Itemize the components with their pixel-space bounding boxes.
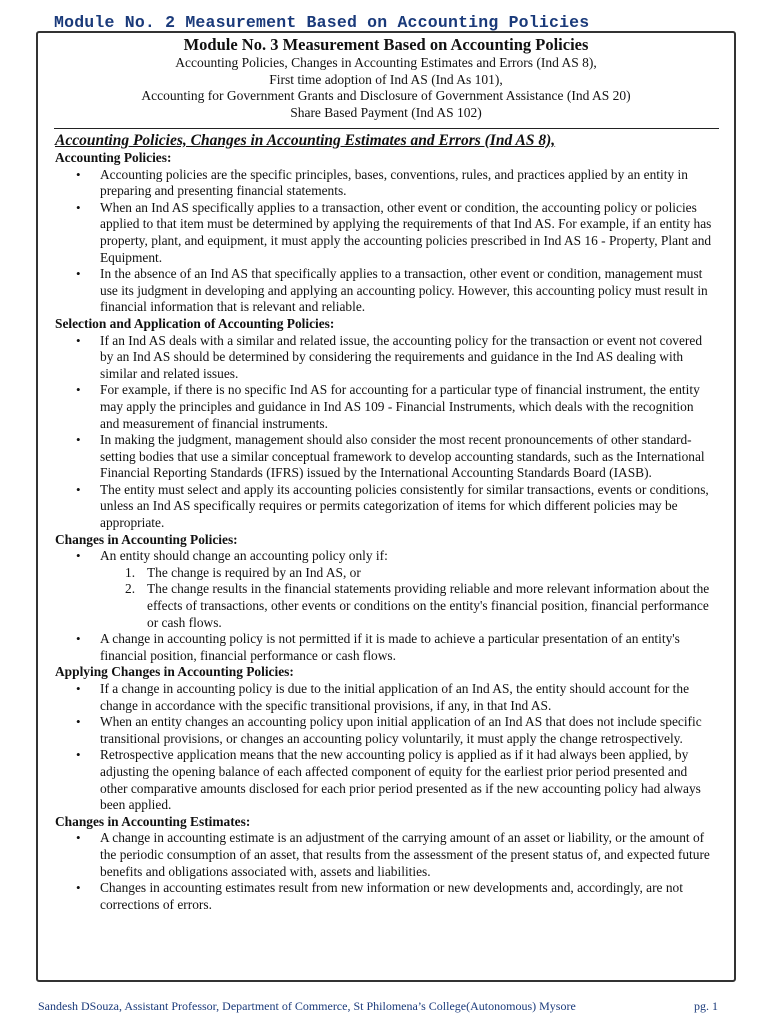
- header-line-ind-as-8: Accounting Policies, Changes in Accounting Estimates and Errors (Ind AS 8),: [175, 55, 597, 70]
- accounting-policies-list: [55, 167, 715, 316]
- estimates-list: [55, 830, 715, 913]
- heading-changes-estimates: Changes in Accounting Estimates:: [55, 813, 251, 829]
- item-number: 2.: [125, 581, 136, 597]
- list-item: • A change in accounting policy is not permitted if it is made to achieve a particular presentation of an entity's financial position, financial performance or cash flows.: [55, 631, 715, 664]
- list-item: [55, 548, 715, 631]
- document-body: [55, 131, 715, 913]
- running-head: Module No. 2 Measurement Based on Accounting Policies: [54, 13, 590, 32]
- list-item: • The entity must select and apply its accounting policies consistently for similar transactions, events or conditions, unless an Ind AS specifically requires or permits categorization of items for which different policies may be appropriate.: [55, 482, 715, 532]
- selection-list: [55, 333, 715, 532]
- module-header: [38, 35, 734, 121]
- numbered-item: [100, 565, 715, 582]
- numbered-item: [100, 581, 715, 631]
- conditions-list: [100, 565, 715, 631]
- list-item: • A change in accounting estimate is an adjustment of the carrying amount of an asset or liability, or the amount of the periodic consumption of an asset, that results from the assessment of the present status of, and expected future benefits and obligations associated with, assets and liabilities.: [55, 830, 715, 880]
- heading-accounting-policies: Accounting Policies:: [55, 150, 172, 165]
- header-line-ind-as-101: First time adoption of Ind AS (Ind As 101),: [269, 71, 503, 87]
- footer-author: Sandesh DSouza, Assistant Professor, Department of Commerce, St Philomena’s College(Autonomous) Mysore: [38, 999, 576, 1013]
- module-title: Module No. 3 Measurement Based on Accounting Policies: [183, 35, 589, 54]
- header-divider: [54, 128, 719, 129]
- heading-selection-application: Selection and Application of Accounting Policies:: [55, 315, 335, 331]
- list-item: • Changes in accounting estimates result from new information or new developments and, accordingly, are not corrections of errors.: [55, 880, 715, 913]
- heading-applying-changes: Applying Changes in Accounting Policies:: [55, 664, 294, 680]
- header-line-ind-as-20: Accounting for Government Grants and Disclosure of Government Assistance (Ind AS 20): [141, 88, 631, 104]
- list-item-text: An entity should change an accounting policy only if:: [100, 548, 388, 564]
- section-title: Accounting Policies, Changes in Accounting Estimates and Errors (Ind AS 8),: [55, 132, 556, 149]
- list-item: • When an entity changes an accounting policy upon initial application of an Ind AS that does not include specific transitional provisions, or changes an accounting policy voluntarily, it must apply the change retrospectively.: [55, 714, 715, 747]
- changes-policies-list: [55, 548, 715, 664]
- list-item: • In the absence of an Ind AS that specifically applies to a transaction, other event or condition, management must use its judgment in developing and applying an accounting policy. However, this accounting policy must result in financial information that is relevant and reliable.: [55, 266, 715, 316]
- list-item: • When an Ind AS specifically applies to a transaction, other event or condition, the accounting policy or policies applied to that item must be determined by applying the requirements of that Ind AS. For example, if an entity has property, plant, and equipment, it must apply the accounting policies prescribed in Ind AS 16 - Property, Plant and Equipment.: [55, 200, 715, 266]
- page-number: pg. 1: [694, 999, 718, 1013]
- list-item: • In making the judgment, management should also consider the most recent pronouncements of other standard-setting bodies that use a similar conceptual framework to develop accounting standards, such as the International Financial Reporting Standards (IFRS) issued by the International Accounting Standards Board (IASB).: [55, 432, 715, 482]
- item-text: The change is required by an Ind AS, or: [147, 564, 361, 580]
- header-line-ind-as-102: Share Based Payment (Ind AS 102): [290, 104, 482, 120]
- list-item: • Retrospective application means that the new accounting policy is applied as if it had always been applied, by adjusting the opening balance of each affected component of equity for the earliest prior period presented and other comparative amounts disclosed for each prior period presented as if the new accounting policy had always been applied.: [55, 747, 715, 813]
- list-item: • If a change in accounting policy is due to the initial application of an Ind AS, the entity should account for the change in accordance with the specific transitional provisions, if any, in that Ind AS.: [55, 681, 715, 714]
- applying-list: [55, 681, 715, 814]
- item-text: The change results in the financial statements providing reliable and more relevant information about the effects of transactions, other events or conditions on the entity's financial position, financial performance or cash flows.: [147, 581, 710, 630]
- list-item: • Accounting policies are the specific principles, bases, conventions, rules, and practices applied by an entity in preparing and presenting financial statements.: [55, 167, 715, 200]
- list-item: • For example, if there is no specific Ind AS for accounting for a particular type of financial instrument, the entity may apply the principles and guidance in Ind AS 109 - Financial Instruments, which deals with the recognition and measurement of financial instruments.: [55, 382, 715, 432]
- page-footer: [38, 999, 718, 1014]
- item-number: 1.: [125, 564, 136, 580]
- heading-changes-policies: Changes in Accounting Policies:: [55, 531, 238, 547]
- list-item: • If an Ind AS deals with a similar and related issue, the accounting policy for the transaction or event not covered by an Ind AS should be determined by considering the requirements and guidance in the Ind AS dealing with similar and related issues.: [55, 333, 715, 383]
